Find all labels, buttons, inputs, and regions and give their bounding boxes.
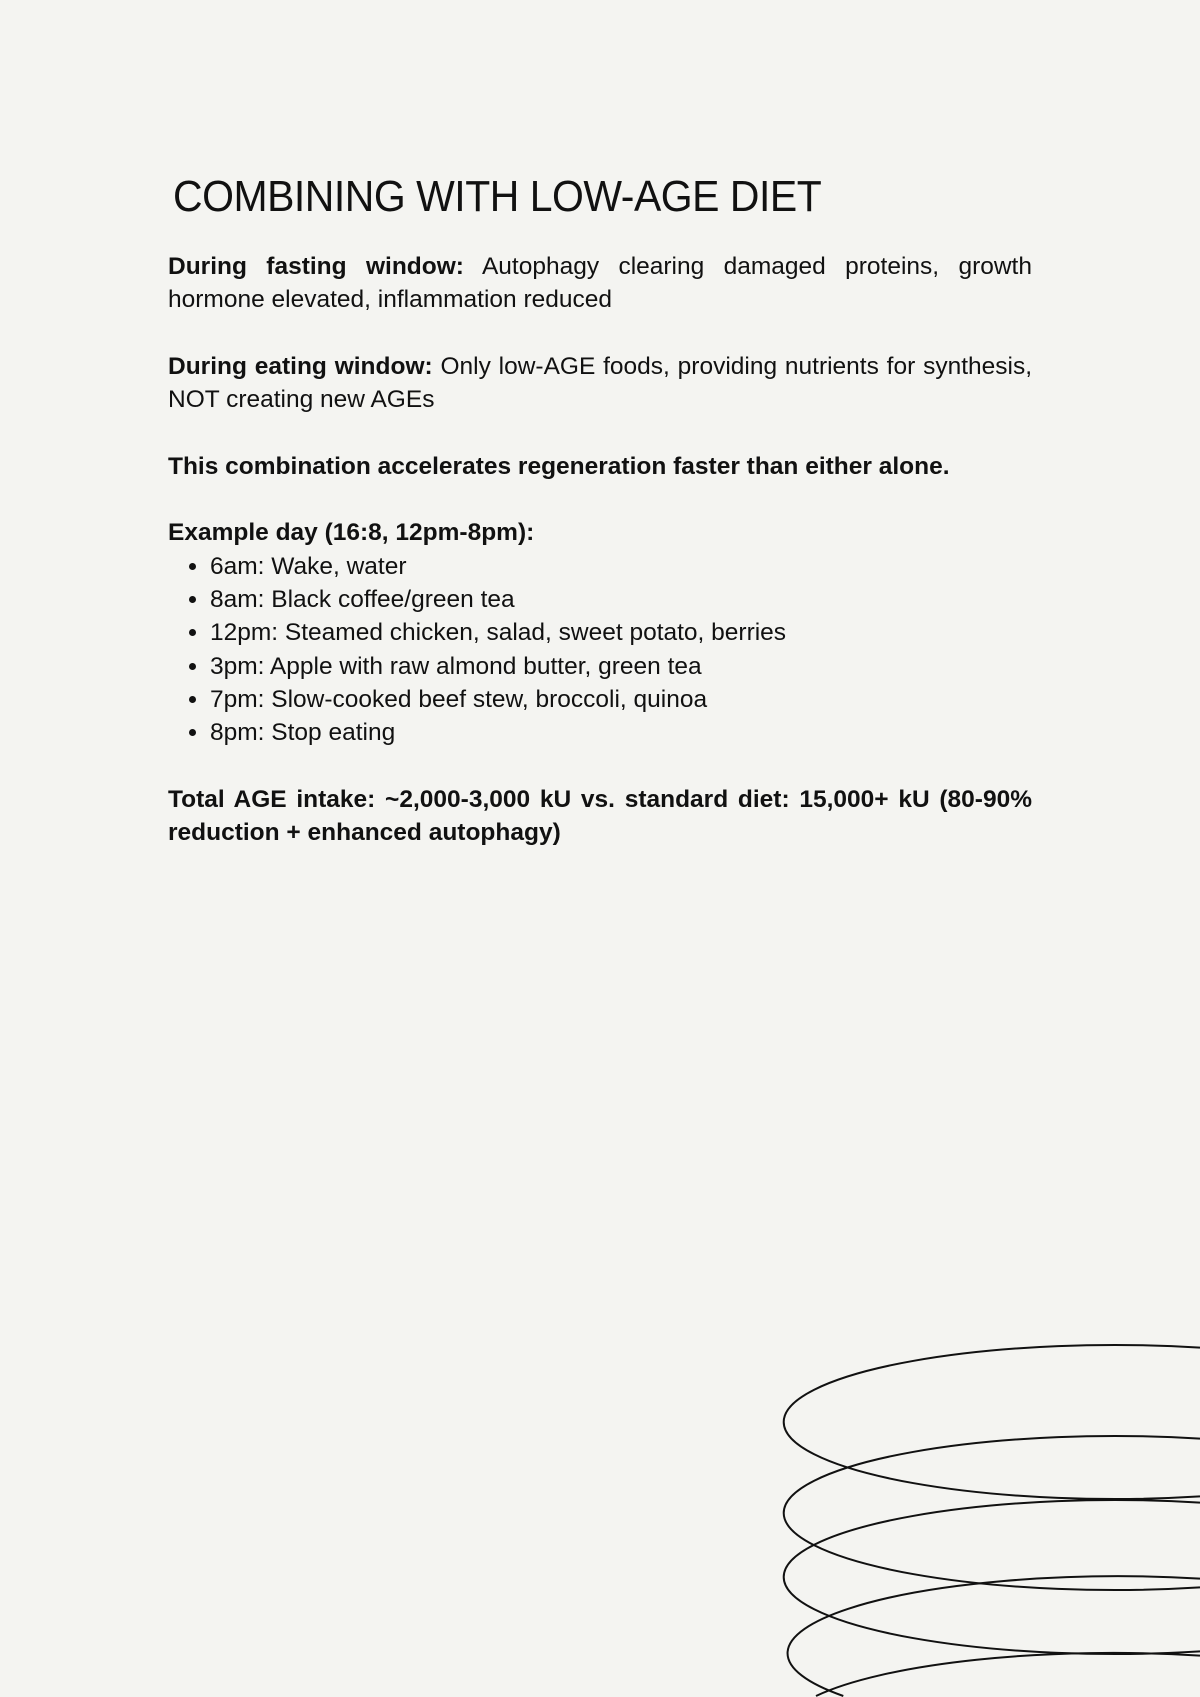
fasting-label: During fasting window: [168,253,464,280]
list-item: • 8pm: Stop eating [210,716,1032,749]
list-item: • 12pm: Steamed chicken, salad, sweet potato, berries [210,616,1032,649]
list-item: • 8am: Black coffee/green tea [210,583,1032,616]
eating-label: During eating window: [168,352,433,380]
ellipse-decoration [784,1345,1200,1499]
fasting-text: Autophagy clearing damaged proteins, growth hormone elevated, inflammation reduced [168,253,1032,314]
ellipse-decoration [788,1576,1200,1696]
eating-text: Only low-AGE foods, providing nutrients for synthesis, NOT creating new AGEs [168,352,1033,414]
ellipse-decoration [784,1436,1200,1590]
list-item: • 3pm: Apple with raw almond butter, green tea [210,650,1032,683]
example-heading-text: Example day (16:8, 12pm-8pm): [168,519,535,547]
page-title: COMBINING WITH LOW-AGE DIET [173,172,822,221]
ellipse-decoration [816,1653,1200,1696]
total-text: Total AGE intake: ~2,000-3,000 kU vs. standard diet: 15,000+ kU (80-90% reduction + enhanced autophagy) [168,785,1032,847]
combination-text: This combination accelerates regeneration faster than either alone. [168,452,950,480]
list-item: • 6am: Wake, water [210,550,1032,583]
list-item: • 7pm: Slow-cooked beef stew, broccoli, quinoa [210,683,1032,716]
